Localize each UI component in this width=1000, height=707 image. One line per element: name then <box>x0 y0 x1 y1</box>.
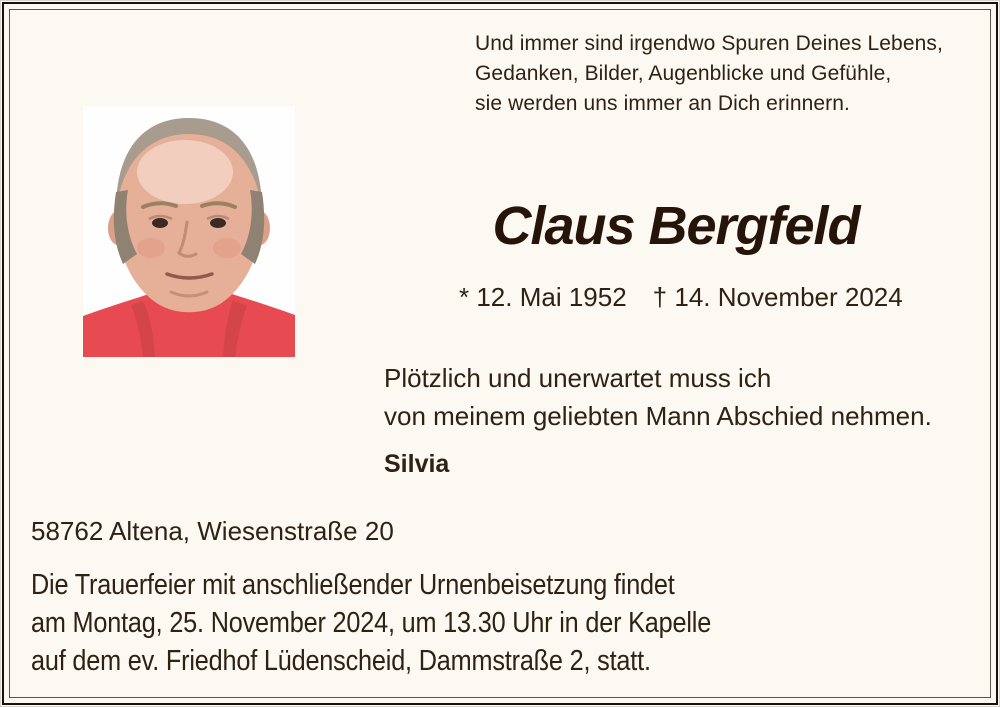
portrait-photo <box>83 106 295 357</box>
funeral-info <box>31 566 813 680</box>
life-dates <box>459 281 903 313</box>
announcement-line-2: von meinem geliebten Mann Abschied nehmen. <box>384 401 932 431</box>
epigraph-line-3: sie werden uns immer an Dich erinnern. <box>475 92 850 115</box>
birth-date: * 12. Mai 1952 <box>459 282 627 312</box>
mourner-name: Silvia <box>384 450 450 478</box>
portrait-illustration <box>83 106 295 357</box>
address-line: 58762 Altena, Wiesenstraße 20 <box>31 516 394 546</box>
funeral-line-2: am Montag, 25. November 2024, um 13.30 Uhr in der Kapelle <box>31 607 712 639</box>
announcement-text <box>384 359 932 435</box>
funeral-line-3: auf dem ev. Friedhof Lüdenscheid, Dammstraße 2, statt. <box>31 645 651 677</box>
funeral-line-1: Die Trauerfeier mit anschließender Urnenbeisetzung findet <box>31 569 675 601</box>
epigraph-verse <box>475 29 943 119</box>
deceased-name: Claus Bergfeld <box>492 196 860 256</box>
death-date: † 14. November 2024 <box>652 282 903 312</box>
announcement-line-1: Plötzlich und unerwartet muss ich <box>384 363 772 393</box>
epigraph-line-1: Und immer sind irgendwo Spuren Deines Lebens, <box>475 32 943 55</box>
epigraph-line-2: Gedanken, Bilder, Augenblicke und Gefühle, <box>475 62 892 85</box>
